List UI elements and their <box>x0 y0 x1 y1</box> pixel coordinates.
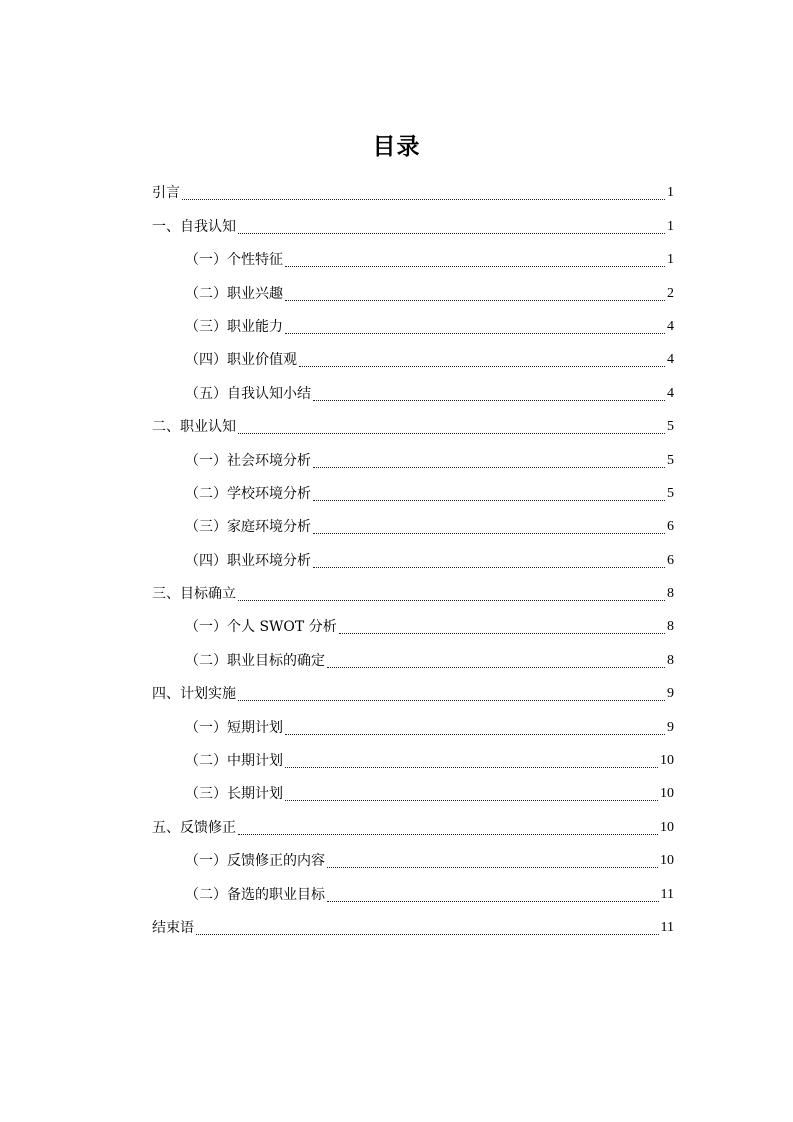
toc-entry[interactable] <box>152 873 674 906</box>
dot-leader <box>313 566 665 568</box>
dot-leader <box>238 699 665 701</box>
toc-entry-page-number: 8 <box>667 586 674 602</box>
dot-leader <box>313 399 665 401</box>
toc-entry-label: 五、反馈修正 <box>152 819 236 836</box>
toc-entry-page-number: 10 <box>660 819 674 835</box>
toc-entry-label: （五）自我认知小结 <box>185 385 311 402</box>
toc-entry-label: 四、计划实施 <box>152 686 236 703</box>
toc-entry[interactable] <box>152 239 674 272</box>
toc-entry-page-number: 5 <box>667 452 674 468</box>
dot-leader <box>285 332 665 334</box>
toc-entry-page-number: 9 <box>667 686 674 702</box>
toc-entry-label: （四）职业价值观 <box>185 352 297 369</box>
toc-entry-label: 一、自我认知 <box>152 218 236 235</box>
toc-entry-page-number: 4 <box>667 385 674 401</box>
toc-entry-page-number: 1 <box>667 185 674 201</box>
toc-entry[interactable] <box>152 606 674 639</box>
toc-entry[interactable] <box>152 473 674 506</box>
toc-entry-page-number: 10 <box>660 853 674 869</box>
toc-entry-page-number: 8 <box>667 619 674 635</box>
toc-entry-page-number: 9 <box>667 719 674 735</box>
toc-entry[interactable] <box>152 406 674 439</box>
toc-entry[interactable] <box>152 372 674 405</box>
toc-entry-label: （一）个人 SWOT 分析 <box>185 619 337 636</box>
toc-entry-label: （三）职业能力 <box>185 318 283 335</box>
toc-entry-page-number: 11 <box>660 886 674 902</box>
toc-entry-page-number: 10 <box>660 786 674 802</box>
dot-leader <box>313 532 665 534</box>
toc-entry-label: （一）反馈修正的内容 <box>185 853 325 870</box>
toc-entry-label: 结束语 <box>152 919 194 936</box>
dot-leader <box>299 365 665 367</box>
dot-leader <box>196 933 659 935</box>
toc-entry[interactable] <box>152 172 674 205</box>
toc-entry-label: （二）学校环境分析 <box>185 485 311 502</box>
toc-entry[interactable] <box>152 339 674 372</box>
toc-entry[interactable] <box>152 773 674 806</box>
toc-entry[interactable] <box>152 272 674 305</box>
dot-leader <box>285 299 665 301</box>
dot-leader <box>238 432 665 434</box>
dot-leader <box>285 766 658 768</box>
toc-entry[interactable] <box>152 439 674 472</box>
toc-entry-page-number: 4 <box>667 318 674 334</box>
toc-entry[interactable] <box>152 639 674 672</box>
dot-leader <box>327 900 659 902</box>
page-title: 目录 <box>372 134 421 160</box>
toc-entry-page-number: 11 <box>660 919 674 935</box>
toc-entry-label: （二）备选的职业目标 <box>185 886 325 903</box>
dot-leader <box>238 833 658 835</box>
toc-entry[interactable] <box>152 573 674 606</box>
toc-entry-label: （一）社会环境分析 <box>185 452 311 469</box>
toc-entry[interactable] <box>152 806 674 839</box>
toc-entry-label: （一）个性特征 <box>185 252 283 269</box>
toc-entry[interactable] <box>152 840 674 873</box>
dot-leader <box>238 599 665 601</box>
dot-leader <box>285 799 658 801</box>
toc-entry-page-number: 4 <box>667 352 674 368</box>
toc-entry[interactable] <box>152 539 674 572</box>
toc-entry-label: （四）职业环境分析 <box>185 552 311 569</box>
toc-entry[interactable] <box>152 506 674 539</box>
dot-leader <box>313 466 665 468</box>
dot-leader <box>339 632 665 634</box>
toc-entry-label: 引言 <box>152 185 180 202</box>
toc-entry[interactable] <box>152 740 674 773</box>
toc-entry-label: （一）短期计划 <box>185 719 283 736</box>
toc-entry-label: （二）职业兴趣 <box>185 285 283 302</box>
toc-entry-page-number: 1 <box>667 252 674 268</box>
toc-entry-label: （三）家庭环境分析 <box>185 519 311 536</box>
dot-leader <box>327 666 665 668</box>
toc-entry-page-number: 2 <box>667 285 674 301</box>
toc-entry-label: 二、职业认知 <box>152 419 236 436</box>
toc-entry-page-number: 1 <box>667 218 674 234</box>
toc-entry-page-number: 8 <box>667 652 674 668</box>
toc-entry[interactable] <box>152 673 674 706</box>
toc-entry-page-number: 5 <box>667 485 674 501</box>
dot-leader <box>285 733 665 735</box>
dot-leader <box>238 232 665 234</box>
toc-entry[interactable] <box>152 205 674 238</box>
dot-leader <box>182 198 665 200</box>
toc-entry[interactable] <box>152 706 674 739</box>
dot-leader <box>285 265 665 267</box>
dot-leader <box>313 499 665 501</box>
toc-entry-label: 三、目标确立 <box>152 586 236 603</box>
toc-list <box>152 172 674 940</box>
toc-entry-page-number: 10 <box>660 753 674 769</box>
toc-entry-page-number: 6 <box>667 519 674 535</box>
toc-entry-label: （三）长期计划 <box>185 786 283 803</box>
toc-entry-page-number: 5 <box>667 419 674 435</box>
toc-entry-label: （二）中期计划 <box>185 753 283 770</box>
toc-entry-label: （二）职业目标的确定 <box>185 652 325 669</box>
toc-entry[interactable] <box>152 907 674 940</box>
toc-entry[interactable] <box>152 306 674 339</box>
toc-entry-page-number: 6 <box>667 552 674 568</box>
dot-leader <box>327 866 658 868</box>
